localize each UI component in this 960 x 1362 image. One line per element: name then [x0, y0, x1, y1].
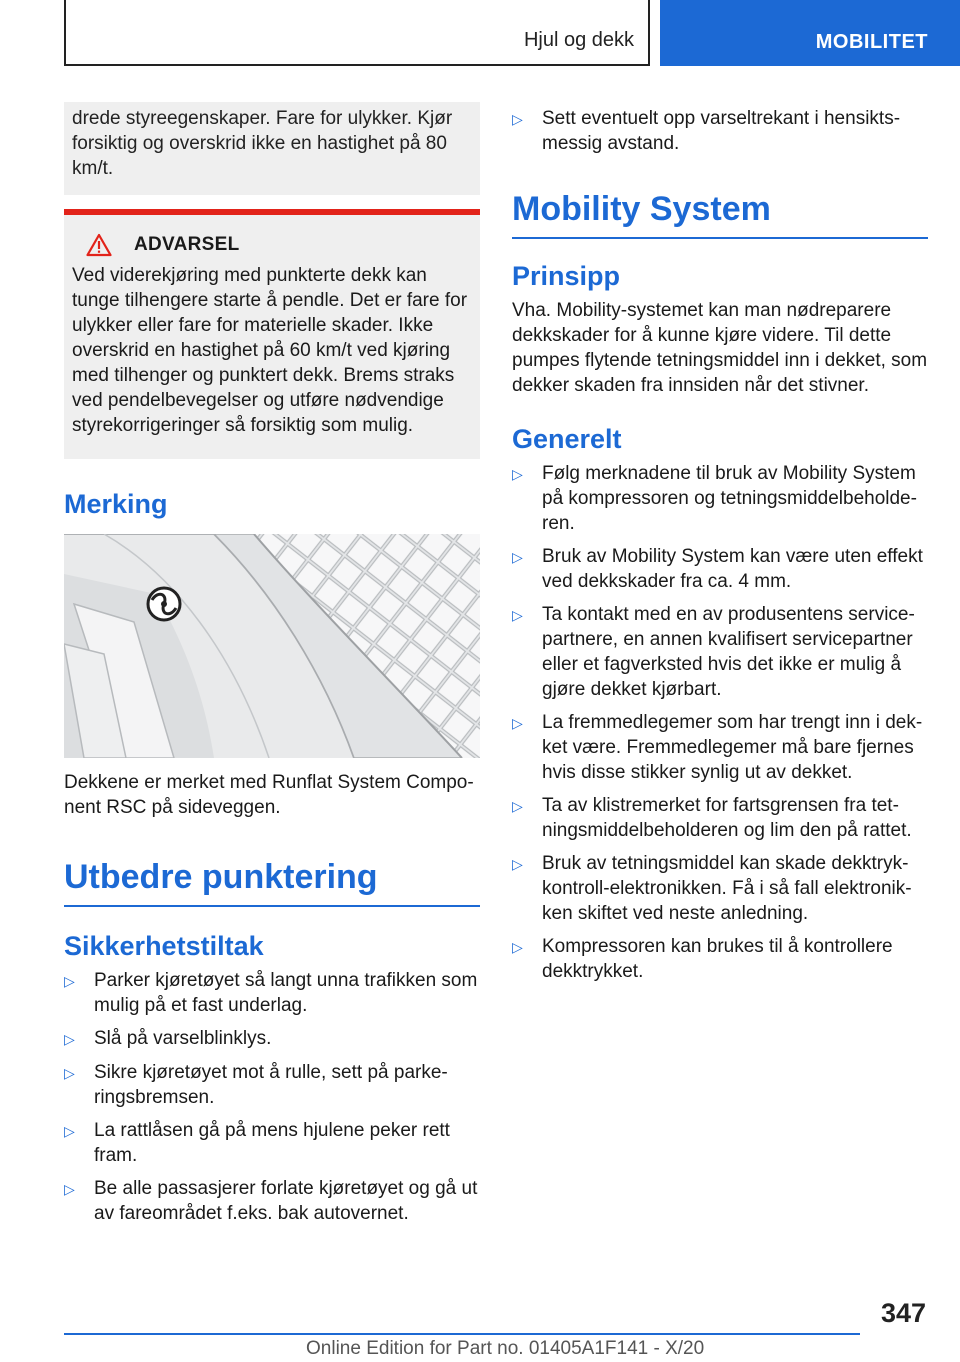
- merking-caption: Dekkene er merket med Runflat System Component RSC på sideveggen.: [64, 772, 474, 818]
- generelt-heading: Generelt: [512, 424, 622, 454]
- triangle-right-outline-icon: ▷: [512, 798, 523, 814]
- sikkerhetstiltak-heading: Sikkerhetstiltak: [64, 931, 264, 961]
- list-item: ▷ Ta av klistremerket for fartsgrensen fra tetningsmiddelbeholderen og lim den på rattet.: [512, 795, 912, 841]
- triangle-right-outline-icon: ▷: [512, 856, 523, 872]
- warning-header: [72, 233, 472, 257]
- continued-list: [512, 106, 928, 156]
- list-item: ▷ Be alle passasjerer forlate kjøretøyet og gå ut av fareområdet f.eks. bak autovernet.: [64, 1178, 478, 1224]
- triangle-right-outline-icon: ▷: [512, 939, 523, 955]
- list-item: ▷ Parker kjøretøyet så langt unna trafikken som mulig på et fast underlag.: [64, 970, 478, 1016]
- list-item: ▷ Slå på varselblinklys.: [64, 1026, 480, 1052]
- triangle-right-outline-icon: ▷: [512, 466, 523, 482]
- triangle-right-outline-icon: ▷: [64, 1123, 75, 1139]
- prinsipp-heading: Prinsipp: [512, 261, 621, 291]
- triangle-right-outline-icon: ▷: [64, 1181, 75, 1197]
- list-item: ▷ Bruk av tetningsmiddel kan skade dekktrykkontroll-elektronikken. Få i så fall elektronikken skiftet ved neste anledning.: [512, 853, 912, 924]
- triangle-right-outline-icon: ▷: [64, 1031, 75, 1047]
- continued-warning-box: [64, 102, 480, 195]
- warning-triangle-icon: [86, 233, 112, 257]
- list-item: ▷ Bruk av Mobility System kan være uten effekt ved dekkskader fra ca. 4 mm.: [512, 546, 923, 592]
- triangle-right-outline-icon: ▷: [512, 715, 523, 731]
- list-item: ▷ La fremmedlegemer som har trengt inn i dekket være. Fremmedlegemer må bare fjernes hvis disse stikker synlig ut av dekket.: [512, 712, 923, 783]
- chapter-title: MOBILITET: [815, 31, 928, 53]
- left-column: [64, 102, 480, 1234]
- edition-footer: Online Edition for Part no. 01405A1F141 - X/20: [306, 1338, 705, 1359]
- chapter-tab[interactable]: [660, 0, 960, 66]
- prinsipp-text: Vha. Mobility-systemet kan man nødreparere dekkskader for å kunne kjøre videre. Til dette pumpes flytende tetningsmiddel inn i dekket, som dekker skaden fra innsiden når det stivner.: [512, 300, 928, 396]
- list-item: ▷ Sikre kjøretøyet mot å rulle, sett på parkeringsbremsen.: [64, 1062, 448, 1108]
- tire-marking-illustration: [64, 534, 480, 758]
- mobility-system-title: Mobility System: [512, 190, 928, 239]
- merking-heading: Merking: [64, 489, 168, 519]
- warning-text: Ved viderekjøring med punkterte dekk kan tunge tilhengere starte å pendle. Det er fare for ulykker eller fare for materielle skader. Ikke overskrid en hastighet på 60 km/t ved kjøring med tilhenger og punktert dekk. Brems straks ved pendelbevegelser og utføre nødvendige styrekorrigeringer så forsiktig som mulig.: [72, 265, 468, 436]
- triangle-right-outline-icon: ▷: [64, 1065, 75, 1081]
- triangle-right-outline-icon: ▷: [512, 111, 523, 127]
- list-item: ▷ Ta kontakt med en av produsentens servicepartnere, en annen kvalifisert servicepartner eller et fagverksted hvis det ikke er mulig å gjøre dekket kjørbart.: [512, 604, 915, 700]
- section-title: Hjul og dekk: [523, 29, 634, 51]
- continued-warning-text: drede styreegenskaper. Fare for ulykker. Kjør forsiktig og overskrid ikke en hastighet på 80 km/t.: [72, 108, 453, 179]
- list-item: ▷ Kompressoren kan brukes til å kontrollere dekktrykket.: [512, 936, 893, 982]
- utbedre-punktering-title: Utbedre punktering: [64, 858, 480, 907]
- generelt-list: [512, 461, 928, 984]
- list-item: ▷ La rattlåsen gå på mens hjulene peker rett fram.: [64, 1120, 450, 1166]
- section-header-box: [64, 0, 650, 66]
- tire-sidewall-image: [64, 534, 480, 758]
- warning-title: ADVARSEL: [134, 234, 240, 255]
- right-column: [512, 102, 928, 992]
- triangle-right-outline-icon: ▷: [512, 607, 523, 623]
- list-item: ▷ Sett eventuelt opp varseltrekant i hensiktsmessig avstand.: [512, 108, 901, 154]
- warning-box: [64, 209, 480, 459]
- page-header: [0, 0, 960, 66]
- list-item: ▷ Følg merknadene til bruk av Mobility System på kompressoren og tetningsmiddelbeholderen.: [512, 463, 917, 534]
- triangle-right-outline-icon: ▷: [512, 549, 523, 565]
- triangle-right-outline-icon: ▷: [64, 973, 75, 989]
- page-number: 347: [880, 1298, 926, 1328]
- sikkerhetstiltak-list: [64, 968, 480, 1226]
- footer-divider: [64, 1333, 860, 1335]
